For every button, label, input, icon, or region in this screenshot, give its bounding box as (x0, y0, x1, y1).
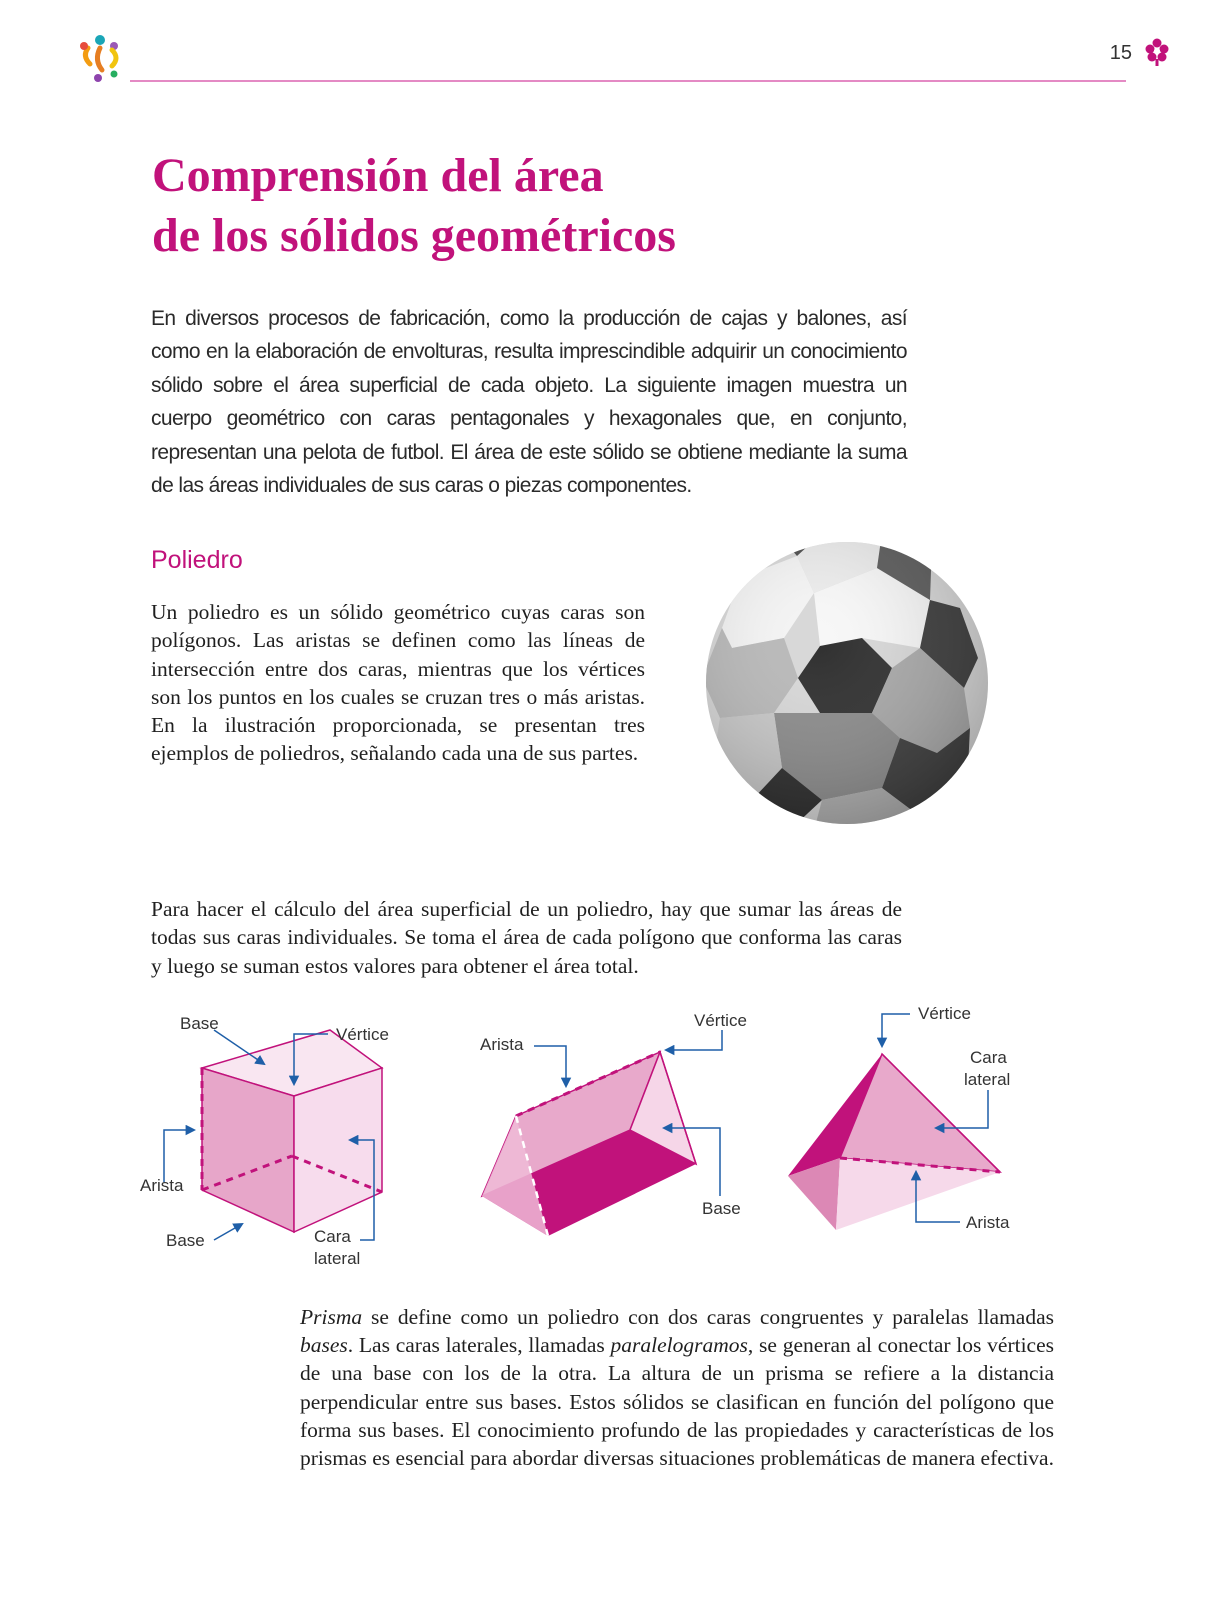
label-prism-base: Base (702, 1199, 741, 1218)
title-line-1: Comprensión del área (152, 149, 604, 202)
cube-figure (140, 1014, 389, 1268)
label-cube-edge: Arista (140, 1176, 184, 1195)
page-number: 15 (1109, 42, 1132, 64)
title-line-2: de los sólidos geométricos (152, 209, 676, 262)
label-cube-base-bottom: Base (166, 1231, 205, 1250)
prisma-text-part-1: se define como un poliedro con dos caras congruentes y paralelas llamadas (362, 1305, 1054, 1329)
label-cube-lateral-1: Cara (314, 1227, 351, 1246)
label-cube-base-top: Base (180, 1014, 219, 1033)
soccer-ball-illustration (702, 538, 992, 828)
paralelogramos-term: paralelogramos (610, 1333, 748, 1358)
label-prism-edge: Arista (480, 1035, 524, 1054)
header-rule (130, 80, 1126, 82)
triangular-prism-figure (480, 1011, 747, 1236)
poliedro-paragraph: Un poliedro es un sólido geométrico cuyas caras son polígonos. Las aristas se definen como las líneas de intersección entre dos caras, mientras que los vértices son los puntos en los cuales se cruzan tres o más aristas. En la ilustración proporcionada, se presentan tres ejemplos de poliedros, señalando cada una de sus partes. (151, 600, 645, 766)
label-cube-lateral-2: lateral (314, 1249, 361, 1268)
area-paragraph: Para hacer el cálculo del área superficial de un poliedro, hay que sumar las áreas de todas sus caras individuales. Se toma el área de cada polígono que conforma las caras y luego se suman estos valores para obtener el área total. (151, 897, 902, 978)
intro-paragraph: En diversos procesos de fabricación, como la producción de cajas y balones, así como en la elaboración de envolturas, resulta imprescindible adquirir un conocimiento sólido sobre el área superficial de cada objeto. La siguiente imagen muestra un cuerpo geométrico con caras pentagonales y hexagonales que, en conjunto, representan una pelota de futbol. El área de este sólido se obtiene mediante la suma de las áreas individuales de sus caras o piezas componentes. (151, 307, 907, 498)
pyramid-figure (788, 1004, 1010, 1232)
page-title (152, 146, 1052, 266)
prisma-paragraph (300, 1303, 1054, 1472)
label-pyramid-vertex: Vértice (918, 1004, 971, 1023)
prisma-text-part-2: . Las caras laterales, llamadas (347, 1333, 611, 1358)
label-cube-vertex: Vértice (336, 1025, 389, 1044)
label-pyramid-edge: Arista (966, 1213, 1010, 1232)
bases-term: bases (300, 1333, 348, 1358)
label-prism-vertex: Vértice (694, 1011, 747, 1030)
label-pyramid-lateral-1: Cara (970, 1048, 1007, 1067)
poliedro-heading: Poliedro (151, 546, 243, 574)
magenta-flower-icon (1144, 38, 1170, 66)
label-pyramid-lateral-2: lateral (964, 1070, 1011, 1089)
prisma-text-part-3: , se generan al conectar los vértices de una base con los de la otra. La altura de un prisma se refiere a la distancia perpendicular entre sus bases. Estos sólidos se clasifican en función del polígono que forma sus bases. El conocimiento profundo de las propiedades y características de los prismas es esencial para abordar diversas situaciones problemáticas de manera efectiva. (300, 1333, 1054, 1471)
colorful-figures-logo-icon (74, 34, 126, 84)
polyhedra-diagram (130, 1000, 1050, 1290)
prisma-term: Prisma (300, 1305, 363, 1329)
